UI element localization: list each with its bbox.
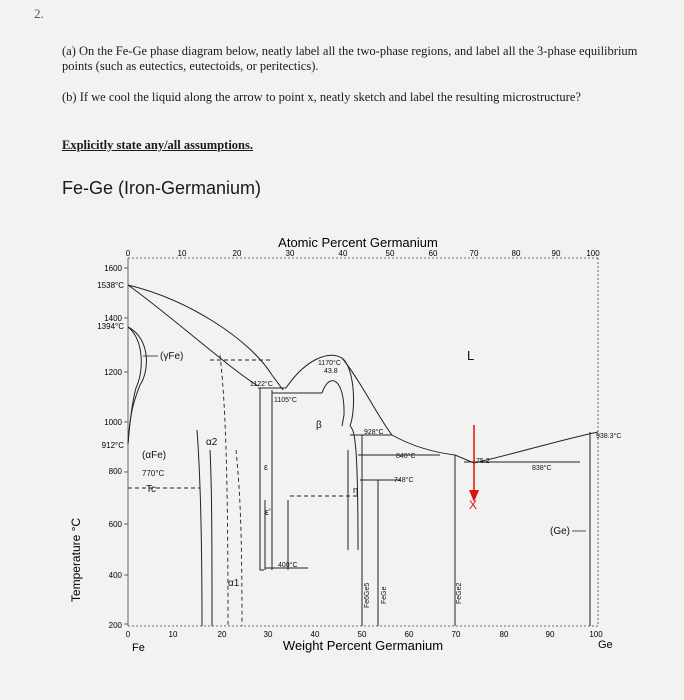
beta-left [322, 381, 344, 426]
ann-748: 748°C [394, 477, 414, 484]
y-tick-1600: 1600 [104, 264, 122, 273]
bottom-axis-title: Weight Percent Germanium [282, 638, 444, 653]
top-tick-10: 10 [177, 249, 187, 258]
ann-75-2: 75.2 [476, 458, 490, 465]
diagram-title: Fe-Ge (Iron-Germanium) [62, 178, 262, 198]
y-tick-200: 200 [108, 621, 122, 630]
label-alpha1: α1 [228, 578, 240, 589]
assumptions-text: Explicitly state any/all assumptions. [62, 138, 253, 152]
fe-end-label: Fe [132, 642, 145, 654]
top-axis-ticks [126, 249, 600, 258]
bottom-tick-20: 20 [217, 630, 227, 639]
ge-end-label: Ge [598, 639, 613, 651]
top-tick-50: 50 [385, 249, 395, 258]
ann-fege2: FeGe2 [456, 582, 463, 604]
label-liquid: L [467, 348, 475, 363]
y-tick-1394: 1394°C [97, 322, 124, 331]
ann-43-8: 43.8 [324, 368, 338, 375]
ann-1105: 1105°C [274, 397, 297, 404]
ann-400: 400°C [278, 562, 298, 569]
ann-840: 840°C [396, 453, 416, 460]
label-point-x: X [469, 498, 478, 512]
bottom-tick-80: 80 [499, 630, 509, 639]
ann-fe6ge5: Fe6Ge5 [364, 582, 371, 608]
bottom-tick-40: 40 [310, 630, 320, 639]
part-a-text: (a) On the Fe-Ge phase diagram below, neatly label all the two-phase regions, and label all the 3-phase equilibrium points (such as eutectics, eutectoids, or peritectics). [62, 44, 638, 73]
gamma-loop-inner [128, 327, 141, 444]
label-curie-temp: 770°C [142, 469, 165, 478]
top-tick-90: 90 [551, 249, 561, 258]
ann-fege: FeGe [381, 586, 388, 604]
bottom-tick-30: 30 [263, 630, 273, 639]
bottom-tick-70: 70 [451, 630, 461, 639]
top-tick-20: 20 [232, 249, 242, 258]
bottom-axis-ticks [126, 630, 603, 639]
alpha2-boundary [220, 355, 228, 626]
y-tick-1200: 1200 [104, 368, 122, 377]
bottom-tick-10: 10 [168, 630, 178, 639]
y-axis-title: Temperature °C [69, 517, 83, 603]
label-epsilon-prime: ε' [265, 507, 271, 517]
ann-838: 838°C [532, 465, 552, 472]
ann-938: 938.3°C [596, 433, 622, 440]
top-tick-100: 100 [586, 249, 600, 258]
bottom-tick-90: 90 [545, 630, 555, 639]
alpha-solvus [197, 430, 202, 626]
point-annotations [250, 359, 621, 608]
label-curie-symbol: Tc [146, 484, 156, 495]
ann-1122: 1122°C [250, 381, 273, 388]
y-tick-600: 600 [108, 520, 122, 529]
label-ge-phase: (Ge) [550, 526, 570, 537]
ann-1170: 1170°C [318, 360, 341, 367]
top-tick-40: 40 [338, 249, 348, 258]
phase-boundaries [128, 285, 598, 626]
bottom-tick-50: 50 [357, 630, 367, 639]
bottom-tick-0: 0 [125, 630, 131, 639]
top-tick-0: 0 [125, 249, 131, 258]
label-alpha: (αFe) [142, 450, 167, 461]
y-axis-ticks [97, 264, 124, 630]
y-tick-1000: 1000 [104, 418, 122, 427]
label-eta: η [353, 485, 359, 495]
top-tick-80: 80 [511, 249, 521, 258]
alpha-solvus-2 [210, 450, 212, 626]
y-tick-800: 800 [108, 467, 122, 476]
top-tick-70: 70 [469, 249, 479, 258]
top-axis-title: Atomic Percent Germanium [278, 235, 438, 250]
dashed-boundaries [128, 355, 358, 626]
fe-ge-phase-diagram [60, 230, 660, 660]
label-gamma: (γFe) [160, 351, 184, 362]
epsilon-left [260, 388, 264, 570]
label-epsilon: ε [264, 462, 269, 472]
label-beta: β [316, 420, 322, 431]
label-alpha2: α2 [206, 437, 218, 448]
y-tick-1400: 1400 [104, 314, 122, 323]
phase-labels [142, 348, 586, 589]
liquidus-left [128, 285, 283, 390]
bottom-tick-60: 60 [404, 630, 414, 639]
alpha2-boundary-b [236, 450, 242, 626]
liquidus-middle [342, 358, 455, 455]
y-tick-400: 400 [108, 571, 122, 580]
question-number: 2. [34, 6, 44, 21]
y-tick-marks [124, 268, 128, 624]
solidus-left [128, 285, 258, 386]
bottom-tick-100: 100 [589, 630, 603, 639]
y-tick-1538: 1538°C [97, 281, 124, 290]
part-b-text: (b) If we cool the liquid along the arrow to point x, neatly sketch and label the resulting microstructure? [62, 90, 581, 104]
y-tick-912: 912°C [101, 441, 124, 450]
ann-928: 928°C [364, 429, 384, 436]
top-tick-30: 30 [285, 249, 295, 258]
top-tick-60: 60 [428, 249, 438, 258]
